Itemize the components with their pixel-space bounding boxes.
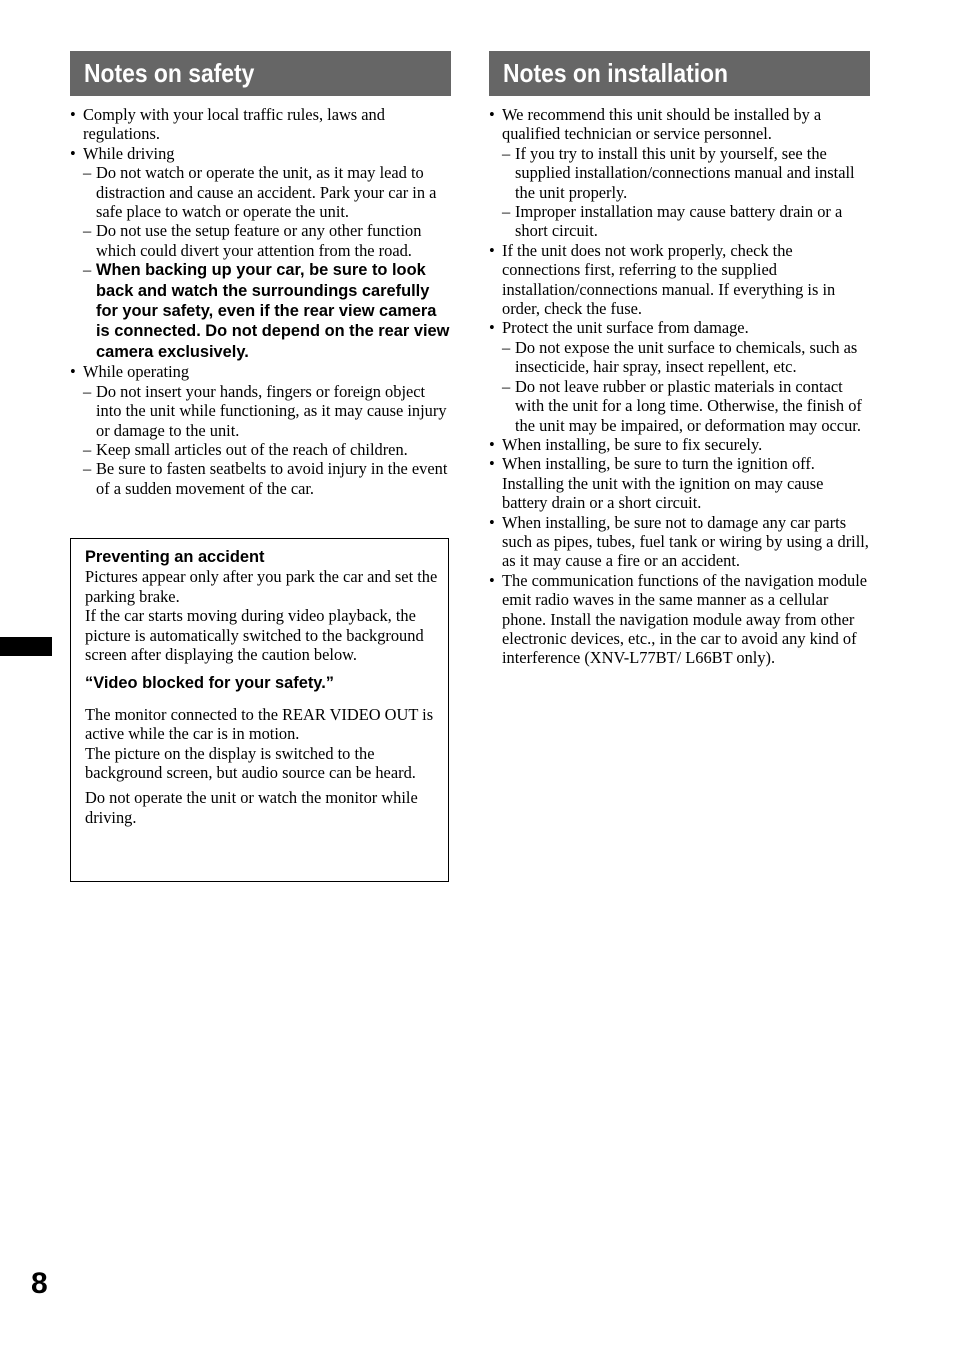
box-paragraph: The monitor connected to the REAR VIDEO OUT is active while the car is in motion. <box>85 704 434 744</box>
safety-heading: Notes on safety <box>70 51 451 96</box>
list-item: • When installing, be sure not to damage any car parts such as pipes, tubes, fuel tank or wiring by using a drill, as it may cause a fire or an accident. <box>489 513 870 571</box>
sub-list-item: – Do not insert your hands, fingers or foreign object into the unit while functioning, as it may cause injury or damage to the unit. <box>83 382 451 440</box>
list-item: • While driving – Do not watch or operate the unit, as it may lead to distraction and cause an accident. Park your car in a safe place to watch or operate the unit. – Do not use the setup feature or any other function which could divert your attention from the road. – When backing up your car, be sure to look back and watch the surroundings carefully for your safety, even if the rear view camera is connected. Do not depend on the rear view camera exclusively. <box>70 144 451 362</box>
sub-list-item: – Do not watch or operate the unit, as it may lead to distraction and cause an accident. Park your car in a safe place to watch or operate the unit. <box>83 163 451 221</box>
list-item: • The communication functions of the navigation module emit radio waves in the same manner as a cellular phone. Install the navigation module away from other electronic devices, etc., in the car to avoid any kind of interference (XNV-L77BT/ L66BT only). <box>489 571 870 668</box>
page-number: 8 <box>31 1267 48 1300</box>
list-item: • We recommend this unit should be installed by a qualified technician or service personnel. – If you try to install this unit by yourself, see the supplied installation/connections manual and install the unit properly. – Improper installation may cause battery drain or a short circuit. <box>489 105 870 241</box>
backup-warning: When backing up your car, be sure to look back and watch the surroundings carefully for your safety, even if the rear view camera is connected. Do not depend on the rear view camera exclusively. <box>96 261 450 361</box>
box-paragraph: Pictures appear only after you park the car and set the parking brake. <box>85 567 438 606</box>
accident-prevention-box <box>70 538 449 882</box>
safety-column <box>70 51 451 498</box>
list-item: • Comply with your local traffic rules, laws and regulations. <box>70 105 451 144</box>
list-item: • Protect the unit surface from damage. – Do not expose the unit surface to chemicals, such as insecticide, hair spray, insect repellent, etc. – Do not leave rubber or plastic materials in contact with the unit for a long time. Otherwise, the finish of the unit may be impaired, or deformation may occur. <box>489 318 870 434</box>
list-item: • If the unit does not work properly, check the connections first, referring to the supplied installation/connections manual. If everything is in order, check the fuse. <box>489 241 870 319</box>
sub-list-item: – Do not leave rubber or plastic materials in contact with the unit for a long time. Otherwise, the finish of the unit may be impaired, or deformation may occur. <box>502 377 870 435</box>
sub-list-item: – Improper installation may cause battery drain or a short circuit. <box>502 202 870 241</box>
safety-list <box>70 105 451 498</box>
installation-list <box>489 105 870 668</box>
installation-heading: Notes on installation <box>489 51 870 96</box>
sub-list-item: – Do not expose the unit surface to chemicals, such as insecticide, hair spray, insect repellent, etc. <box>502 338 870 377</box>
box-paragraph: If the car starts moving during video playback, the picture is automatically switched to the background screen after displaying the caution below. <box>85 606 424 665</box>
list-item: • When installing, be sure to turn the ignition off. Installing the unit with the ignition on may cause battery drain or a short circuit. <box>489 454 870 512</box>
box-paragraph: Do not operate the unit or watch the monitor while driving. <box>85 788 418 827</box>
sub-list-item: – Do not use the setup feature or any other function which could divert your attention from the road. <box>83 221 451 260</box>
box-heading: Preventing an accident <box>85 548 265 566</box>
sub-list-item: – Be sure to fasten seatbelts to avoid injury in the event of a sudden movement of the car. <box>83 459 451 498</box>
list-item: • When installing, be sure to fix securely. <box>489 435 870 454</box>
sub-list-item: – If you try to install this unit by yourself, see the supplied installation/connections manual and install the unit properly. <box>502 144 870 202</box>
section-tab-marker <box>0 637 52 656</box>
caution-message: “Video blocked for your safety.” <box>85 674 334 693</box>
sub-list-item: – Keep small articles out of the reach of children. <box>83 440 451 459</box>
box-paragraph: The picture on the display is switched to the background screen, but audio source can be heard. <box>85 743 416 783</box>
list-item: • While operating – Do not insert your hands, fingers or foreign object into the unit while functioning, as it may cause injury or damage to the unit. – Keep small articles out of the reach of children. – Be sure to fasten seatbelts to avoid injury in the event of a sudden movement of the car. <box>70 362 451 498</box>
sub-list-item <box>83 260 451 362</box>
installation-column <box>489 51 870 668</box>
